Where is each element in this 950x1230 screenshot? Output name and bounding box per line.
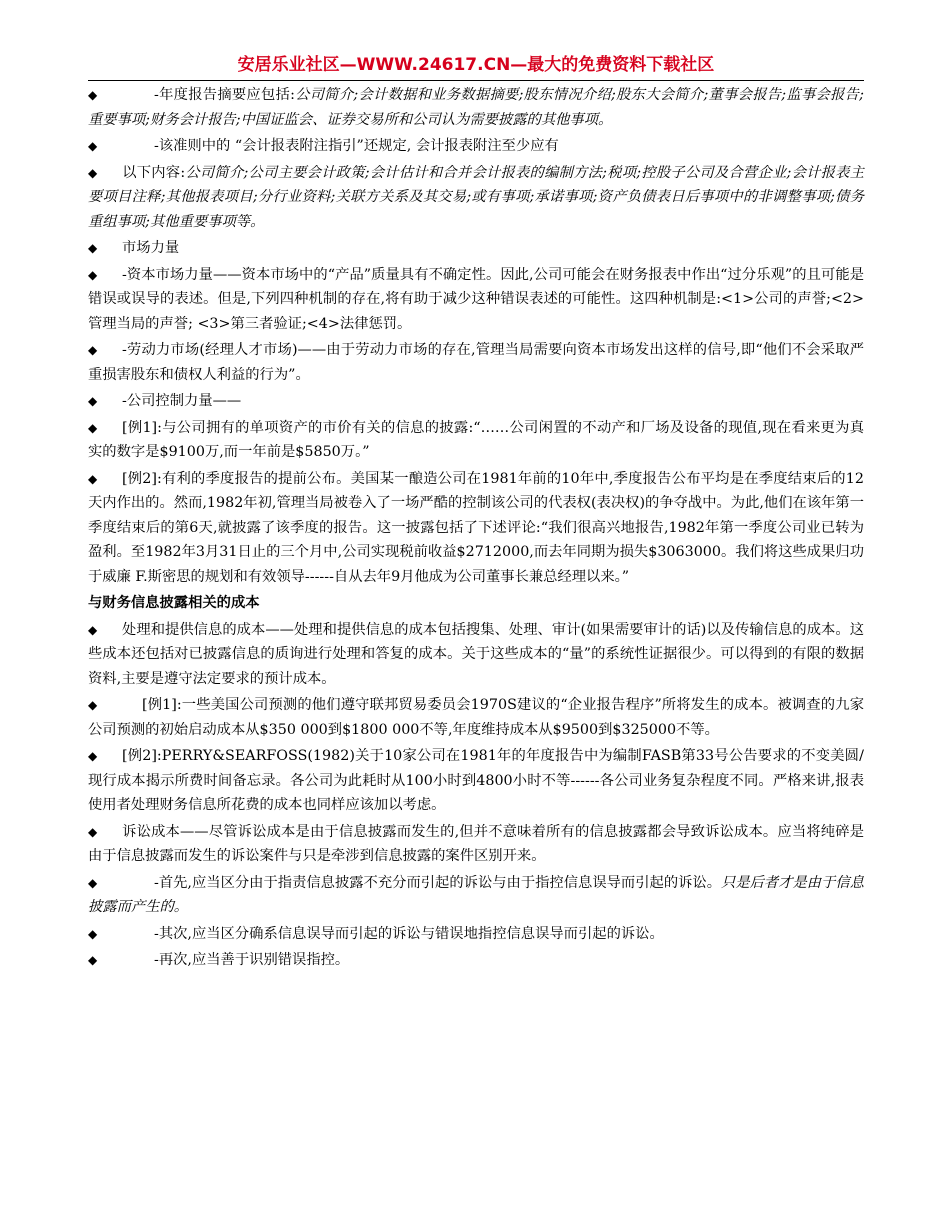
paragraph-body: 公司简介;会计数据和业务数据摘要;股东情况介绍;股东大会简介;董事会报告;监事会报告;重要事项;财务会计报告;中国证监会、证券交易所和公司认为需要披露的其他事项。 (88, 87, 864, 128)
diamond-bullet-icon: ◆ (88, 698, 98, 712)
paragraph-prefix: -该准则中的 (154, 138, 231, 154)
paragraph-example-2 (88, 467, 864, 590)
paragraph-text: [例1]:一些美国公司预测的他们遵守联邦贸易委员会1970S建议的“企业报告程序”所将发生的成本。被调查的九家公司预测的初始启动成本从$350 000到$1800 000不等,年度维持成本从$9500到$325000不等。 (88, 697, 864, 738)
paragraph-notes-guideline (88, 134, 864, 159)
paragraph-litigation-cost (88, 820, 864, 869)
paragraph-market-forces (88, 236, 864, 261)
paragraph-body: 只是后者才是由于信息披露而产生的。 (88, 874, 864, 915)
diamond-bullet-icon: ◆ (88, 394, 98, 408)
paragraph-body: “会计报表附注指引”还规定, 会计报表附注至少应有 (234, 138, 559, 154)
paragraph-prefix: -年度报告摘要应包括: (154, 87, 295, 103)
paragraph-text: 市场力量 (122, 240, 180, 256)
paragraph-text: -劳动力市场(经理人才市场)——由于劳动力市场的存在,管理当局需要向资本市场发出这样的信号,即“他们不会采取严重损害股东和债权人利益的行为”。 (88, 342, 864, 383)
paragraph-body: 公司简介;公司主要会计政策;会计估计和合并会计报表的编制方法;税项;控股子公司及合营企业;会计报表主要项目注释;其他报表项目;分行业资料;关联方关系及其交易;或有事项;承诺事项;资产负债表日后事项中的非调整事项;债务重组事项;其他重要事项等。 (88, 164, 864, 230)
diamond-bullet-icon: ◆ (88, 622, 98, 637)
document-page (88, 52, 864, 975)
diamond-bullet-icon: ◆ (88, 343, 98, 357)
document-body (88, 83, 864, 973)
section-heading: 与财务信息披露相关的成本 (88, 595, 260, 611)
paragraph-example-1 (88, 416, 864, 465)
diamond-bullet-icon: ◆ (88, 139, 98, 153)
paragraph-corporate-control (88, 389, 864, 414)
paragraph-third-distinction (88, 948, 864, 973)
diamond-bullet-icon: ◆ (88, 267, 98, 282)
paragraph-text: 诉讼成本——尽管诉讼成本是由于信息披露而发生的,但并不意味着所有的信息披露都会导致诉讼成本。应当将纯碎是由于信息披露而发生的诉讼案件与只是牵涉到信息披露的案件区别开来。 (88, 823, 864, 864)
paragraph-second-distinction (88, 922, 864, 947)
paragraph-cost-example-1 (88, 693, 864, 742)
diamond-bullet-icon: ◆ (88, 471, 98, 486)
paragraph-prefix: 以下内容: (122, 164, 186, 181)
paragraph-text: -其次,应当区分确系信息误导而引起的诉讼与错误地指控信息误导而引起的诉讼。 (154, 925, 664, 942)
diamond-bullet-icon: ◆ (88, 241, 98, 255)
paragraph-text: [例2]:有利的季度报告的提前公布。美国某一酿造公司在1981年前的10年中,季度报告公布平均是在季度结束后的12天内作出的。然而,1982年初,管理当局被卷入了一场严酷的控制该公司的代表权(表决权)的争夺战中。为此,他们在该年第一季度结束后的第6天,就披露了该季度的报告。这一披露包括了下述评论:“我们很高兴地报告,1982年第一季度公司业已转为盈利。至1982年3月31日止的三个月中,公司实现税前收益$2712000,而去年同期为损失$3063000。我们将这些成果归功于威廉 F.斯密思的规划和有效领导------自从去年9月他成为公司董事长兼总经理以来。” (88, 470, 865, 585)
paragraph-text: [例1]:与公司拥有的单项资产的市价有关的信息的披露:“……公司闲置的不动产和厂场及设备的现值,现在看来更为真实的数字是$9100万,而一年前是$5850万。” (88, 419, 864, 460)
diamond-bullet-icon: ◆ (88, 824, 98, 839)
paragraph-text: -资本市场力量——资本市场中的“产品”质量具有不确定性。因此,公司可能会在财务报表中作出“过分乐观”的且可能是错误或误导的表述。但是,下列四种机制的存在,将有助于减少这种错误表述的可能性。这四种机制是:<1>公司的声誉;<2>管理当局的声誉; <3>第三者验证;<4>法律惩罚。 (88, 266, 864, 332)
paragraph-notes-contents (88, 161, 864, 235)
diamond-bullet-icon: ◆ (88, 926, 98, 941)
diamond-bullet-icon: ◆ (88, 165, 98, 180)
paragraph-labor-market (88, 338, 864, 387)
paragraph-prefix: -首先,应当区分由于指责信息披露不充分而引起的诉讼与由于指控信息误导而引起的诉讼。 (154, 874, 722, 891)
diamond-bullet-icon: ◆ (88, 749, 98, 763)
diamond-bullet-icon: ◆ (88, 953, 98, 967)
diamond-bullet-icon: ◆ (88, 420, 98, 435)
paragraph-capital-market (88, 263, 864, 337)
paragraph-processing-cost (88, 618, 864, 692)
site-banner-header: 安居乐业社区—WWW.24617.CN—最大的免费资料下载社区 (88, 52, 864, 81)
paragraph-first-distinction (88, 871, 864, 920)
paragraph-text: -公司控制力量—— (122, 393, 242, 409)
paragraph-annual-report-summary (88, 83, 864, 132)
paragraph-text: [例2]:PERRY&SEARFOSS(1982)关于10家公司在1981年的年度报告中为编制FASB第33号公告要求的不变美圆/现行成本揭示所费时间备忘录。各公司为此耗时从100小时到4800小时不等------各公司业务复杂程度不同。严格来讲,报表使用者处理财务信息所花费的成本也同样应该加以考虑。 (88, 748, 864, 813)
diamond-bullet-icon: ◆ (88, 88, 98, 102)
diamond-bullet-icon: ◆ (88, 875, 98, 890)
paragraph-text: 处理和提供信息的成本——处理和提供信息的成本包括搜集、处理、审计(如果需要审计的话)以及传输信息的成本。这些成本还包括对已披露信息的质询进行处理和答复的成本。关于这些成本的“量”的系统性证据很少。可以得到的有限的数据资料,主要是遵守法定要求的预计成本。 (88, 621, 864, 687)
paragraph-text: -再次,应当善于识别错误指控。 (154, 952, 350, 968)
paragraph-cost-example-2 (88, 744, 864, 818)
